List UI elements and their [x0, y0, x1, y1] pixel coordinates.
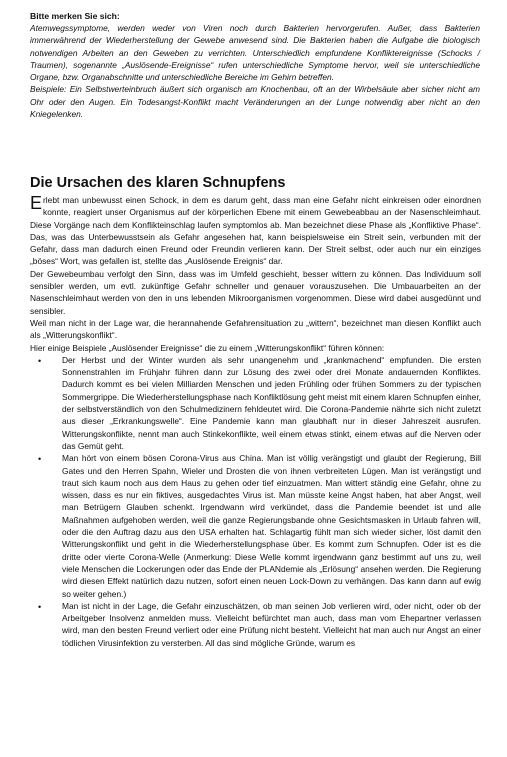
bullet-icon: • — [38, 355, 42, 366]
body-text — [30, 194, 481, 649]
bullet-icon: • — [38, 454, 42, 465]
body-paragraph: Hier einige Beispiele „Auslösender Ereignisse“ die zu einem „Witterungskonflikt“ führen können: — [30, 342, 385, 353]
note-paragraph: Beispiele: Ein Selbstwerteinbruch äußert sich organisch am Knochenbau, oft an der Wirbelsäule aber sicher nicht am Ohr oder den Augen. Ein Todesangst-Konflikt macht Veränderungen an der Lunge notwendig aber nicht an den Kniegelenken. — [30, 84, 480, 120]
list-item-text: Man hört von einem bösen Corona-Virus aus China. Man ist völlig verängstigt und glaubt der Regierung, Bill Gates und den Herren Spahn, Wieler und Drosten die von ihnen verbreiteten Lügen. Man ist verängstigt und traut sich kaum noch aus dem Haus zu gehen oder tief einzuatmen. Man wittert ständig eine Gefahr, ohne zu wissen, dass es nur ein fiktives, ausgedachtes Virus ist. Man müsste keine Angst haben, hat aber Angst, weil man Betrügern Glauben schenkt. Irgendwann wird verkündet, dass die Pandemie beendet ist und alle Maßnahmen aufgehoben werden, weil die ganze Regierungsbande ohne Gesichtsmasken in Urlaub fahren will, oder die den Auftrag dazu aus den USA erhalten hat. Schlagartig fühlt man sich wieder sicher, löst damit den Witterungskonflikt und geht in die Wiederherstellungsphase über. Es kommt zum Schnupfen. Oder ist es die dritte oder vierte Corona-Welle (Anmerkung: Diese Welle kommt irgendwann ganz bestimmt auf uns zu, weil viele Menschen die Lockerungen oder das Ende der PLANdemie als „Erlösung“ ansehen werden. Die Regierung wird diesen Effekt natürlich dazu nutzen, sofort einen neuen Lock-Down zu verhängen. Das kann dann auf ewig so weiter gehen.) — [62, 453, 481, 599]
list-item-text: Man ist nicht in der Lage, die Gefahr einzuschätzen, ob man seinen Job verlieren wird, oder nicht, oder ob der Arbeitgeber Insolvenz anmelden muss. Vielleicht befürchtet man auch, dass man vom Ehepartner verlassen wird, man den besten Freund verliert oder eine Prüfung nicht besteht. Vielleicht hat man auch nur Angst an einer tödlichen Virusinfektion zu versterben. All das sind mögliche Gründe, warum es — [62, 600, 481, 648]
body-paragraph: Der Gewebeumbau verfolgt den Sinn, dass was im Umfeld geschieht, besser wittern zu können. Das Individuum soll sensibler werden, um evtl. zukünftige Gefahr schneller und genauer vorauszusehen. Die Umbauarbeiten an der Nasenschleimhaut werden von den in uns lebenden Mikroorganismen vorgenommen. Diese wird dabei ausgedünnt und sensibler. — [30, 268, 481, 316]
section-title: Die Ursachen des klaren Schnupfens — [30, 175, 286, 191]
note-heading: Bitte merken Sie sich: — [30, 11, 120, 21]
example-list — [30, 354, 481, 649]
list-item-text: Der Herbst und der Winter wurden als sehr unangenehm und „krankmachend“ empfunden. Die ersten Sonnenstrahlen im Frühjahr führen dann zur Lösung des zwei oder drei Monate andauernden Konfliktes. Dadurch kommt es bei vielen Milliarden Menschen und jeden Frühling oder frühen Sommers zu der typischen Sommergrippe. Die Wiederherstellungsphase nach Konfliktlösung geht meist mit einem klaren Schnupfen einher, der selbstverständlich von den Schulmedizinern fehldeutet wird. Die Corona-Pandemie nährte sich nicht zuletzt aus dieser „Erkrankungswelle“. Eine Pandemie kann man glaubhaft nur in dieser Jahreszeit ausrufen. Witterungskonflikte, nennt man auch Stinkekonflikte, weil einem etwas stinkt, einem etwas auf die Nerven oder das Gemüt geht. — [62, 354, 481, 451]
body-paragraph: Weil man nicht in der Lage war, die herannahende Gefahrensituation zu „wittern“, bezeichnet man diesen Konflikt auch als „Witterungskonflikt“. — [30, 317, 481, 341]
first-paragraph-text: rlebt man unbewusst einen Schock, in dem es darum geht, dass man eine Gefahr nicht einkreisen oder einordnen konnte, reagiert unser Organismus auf der körperlichen Ebene mit einem Gewebeabbau an der Nasenschleimhaut. Diese Vorgänge nach dem Konflikteinschlag laufen symptomlos ab. Man bezeichnet diese Phase als „Konfliktive Phase“. Das, was das Unterbewusstsein als Gefahr angesehen hat, kann beispielsweise ein Streit sein, verbunden mit der Gefahr, dass man dadurch einen Freund oder Freundin verlieren kann. Der Streit selbst, oder auch nur ein einziges „böses“ Wort, was gefallen ist, stellte das „Auslösende Ereignis“ dar. — [30, 195, 481, 267]
note-box — [30, 10, 480, 120]
list-item — [30, 354, 481, 452]
drop-cap: E — [30, 193, 43, 213]
note-paragraph: Atemwegssymptome, werden weder von Viren noch durch Bakterien hervorgerufen. Außer, dass Bakterien immerwährend der Wiederherstellung der Gewebe anwesend sind. Die Bakterien haben die Aufgabe die biologisch notwendigen Arbeiten an den Geweben zu verrichten. Unterschiedlich empfundene Konfliktereignisse (Schocks / Traumen), sogenannte „Auslösende-Ereignisse“ rufen unterschiedliche Symptome hervor, weil sie unterschiedliche Organe, bzw. Organabschnitte und unterschiedliche Bereiche im Gehirn betreffen. — [30, 23, 480, 83]
first-paragraph — [30, 194, 481, 268]
list-item — [30, 452, 481, 600]
list-item — [30, 600, 481, 649]
bullet-icon: • — [38, 601, 42, 612]
